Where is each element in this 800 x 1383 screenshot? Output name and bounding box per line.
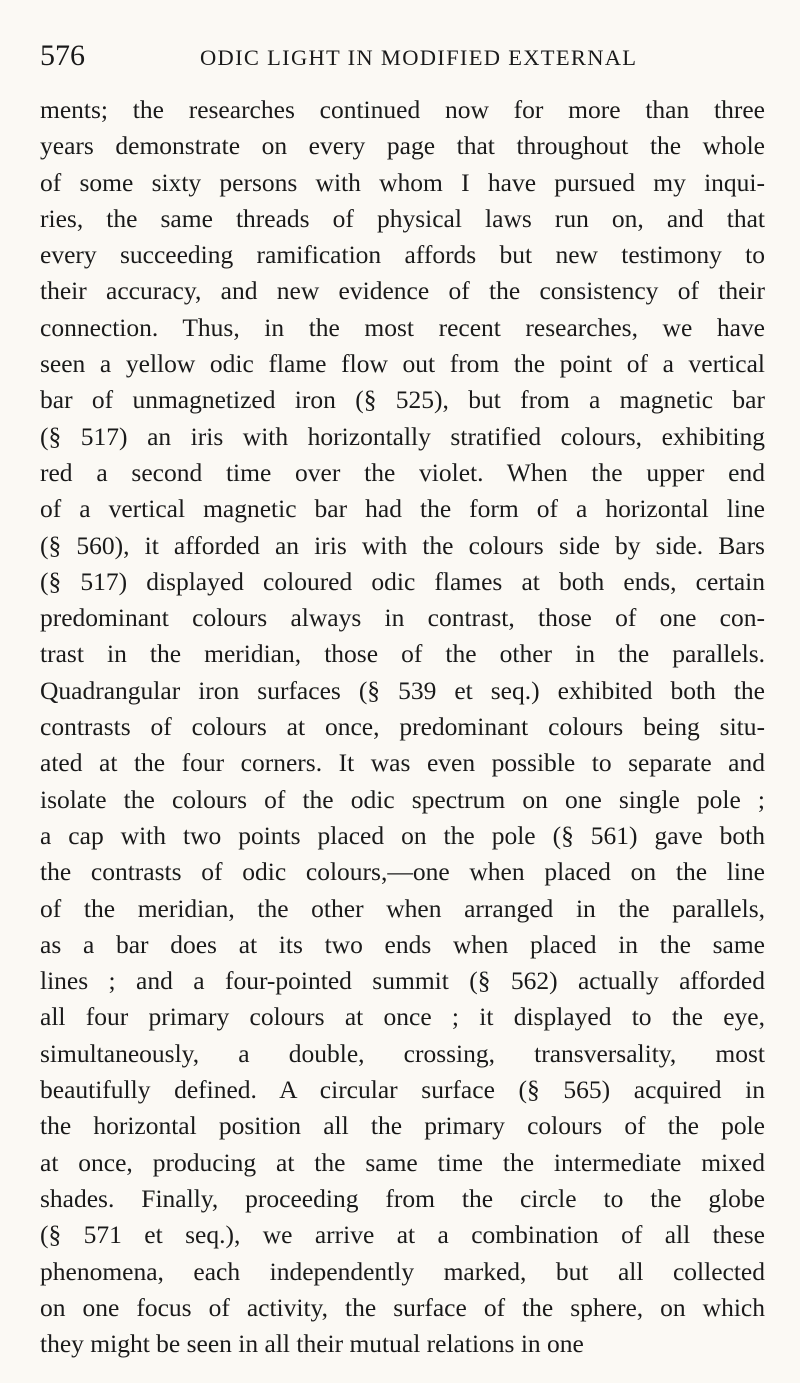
text-line: a cap with two points placed on the pole (§ 561) gave both bbox=[40, 820, 765, 850]
text-line: (§ 560), it afforded an iris with the colours side by side. Bars bbox=[40, 530, 765, 560]
text-line: of the meridian, the other when arranged in the parallels, bbox=[40, 893, 765, 923]
text-line: lines ; and a four-pointed summit (§ 562) actually afforded bbox=[40, 966, 765, 996]
text-line: shades. Finally, proceeding from the circle to the globe bbox=[40, 1183, 765, 1213]
text-line: ated at the four corners. It was even possible to separate and bbox=[40, 748, 765, 778]
running-head: ODIC LIGHT IN MODIFIED EXTERNAL bbox=[200, 45, 638, 70]
text-line: every succeeding ramification affords but new testimony to bbox=[40, 240, 765, 270]
text-line: their accuracy, and new evidence of the consistency of their bbox=[40, 276, 765, 306]
text-line: at once, producing at the same time the intermediate mixed bbox=[40, 1147, 765, 1177]
text-line: of a vertical magnetic bar had the form of a horizontal line bbox=[40, 494, 765, 524]
text-line: of some sixty persons with whom I have pursued my inqui- bbox=[40, 167, 765, 197]
text-line: ries, the same threads of physical laws run on, and that bbox=[40, 203, 765, 233]
text-line: trast in the meridian, those of the other in the parallels. bbox=[40, 639, 765, 669]
page-header bbox=[40, 36, 760, 80]
text-line: the contrasts of odic colours,—one when placed on the line bbox=[40, 857, 765, 887]
text-line: predominant colours always in contrast, those of one con- bbox=[40, 603, 765, 633]
text-line: Quadrangular iron surfaces (§ 539 et seq.) exhibited both the bbox=[40, 675, 765, 705]
text-line: (§ 571 et seq.), we arrive at a combination of all these bbox=[40, 1220, 765, 1250]
page-number: 576 bbox=[40, 39, 85, 72]
text-line: years demonstrate on every page that throughout the whole bbox=[40, 131, 765, 161]
text-line: simultaneously, a double, crossing, transversality, most bbox=[40, 1038, 765, 1068]
text-line: connection. Thus, in the most recent researches, we have bbox=[40, 312, 765, 342]
text-line: as a bar does at its two ends when placed in the same bbox=[40, 929, 765, 959]
text-line: phenomena, each independently marked, but all collected bbox=[40, 1256, 765, 1286]
text-line: isolate the colours of the odic spectrum on one single pole ; bbox=[40, 784, 765, 814]
text-line: bar of unmagnetized iron (§ 525), but from a magnetic bar bbox=[40, 385, 765, 415]
text-line: (§ 517) an iris with horizontally stratified colours, exhibiting bbox=[40, 421, 765, 451]
text-line: on one focus of activity, the surface of the sphere, on which bbox=[40, 1292, 765, 1322]
text-line: red a second time over the violet. When the upper end bbox=[40, 457, 765, 487]
text-line: all four primary colours at once ; it displayed to the eye, bbox=[40, 1002, 765, 1032]
body-text bbox=[40, 92, 765, 1362]
text-line: (§ 517) displayed coloured odic flames at both ends, certain bbox=[40, 566, 765, 596]
text-line: the horizontal position all the primary colours of the pole bbox=[40, 1111, 765, 1141]
text-line: they might be seen in all their mutual relations in one bbox=[40, 1329, 584, 1359]
text-line: beautifully defined. A circular surface (§ 565) acquired in bbox=[40, 1075, 765, 1105]
text-line: seen a yellow odic flame flow out from the point of a vertical bbox=[40, 349, 765, 379]
text-line: contrasts of colours at once, predominant colours being situ- bbox=[40, 712, 765, 742]
text-line: ments; the researches continued now for more than three bbox=[40, 95, 765, 124]
